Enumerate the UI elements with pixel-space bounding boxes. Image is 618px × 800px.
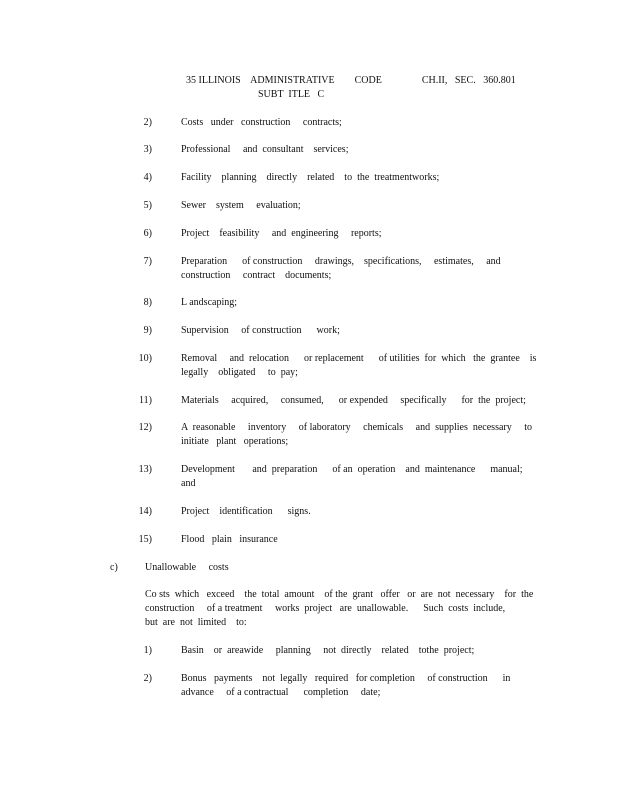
list-item-text: Removal and relocation or replacement of utilities for which the grantee is — [181, 353, 537, 364]
list-item-number: 11) — [139, 395, 152, 406]
list-item-number: 1) — [143, 645, 152, 656]
list-item-number: 7) — [143, 256, 152, 267]
list-item-number: 6) — [143, 228, 152, 239]
list-item-text: initiate plant operations; — [181, 436, 289, 447]
list-item-number: 4) — [143, 172, 152, 183]
section-c-label: c) — [110, 562, 118, 573]
list-item-text: Professional and consultant services; — [181, 144, 349, 155]
paragraph-line: but are not limited to: — [145, 617, 247, 628]
list-item-text: Project feasibility and engineering reports; — [181, 228, 382, 239]
page-header-subtitle: SUBT ITLE C — [258, 89, 325, 100]
list-item-number: 2) — [143, 117, 152, 128]
paragraph-line: Co sts which exceed the total amount of the grant offer or are not necessary for the — [145, 589, 534, 600]
list-item-text: Preparation of construction drawings, specifications, estimates, and — [181, 256, 501, 267]
list-item-number: 5) — [143, 200, 152, 211]
list-item-text: advance of a contractual completion date; — [181, 687, 381, 698]
list-item-number: 9) — [143, 325, 152, 336]
list-item-number: 2) — [143, 673, 152, 684]
list-item-number: 15) — [138, 534, 152, 545]
list-item-number: 14) — [138, 506, 152, 517]
list-item-text: A reasonable inventory of laboratory chemicals and supplies necessary to — [181, 422, 533, 433]
paragraph-line: construction of a treatment works project are unallowable. Such costs include, — [145, 603, 506, 614]
list-item-text: Supervision of construction work; — [181, 325, 340, 336]
list-item-number: 13) — [138, 464, 152, 475]
list-item-text: Flood plain insurance — [181, 534, 278, 545]
page-header-title: 35 ILLINOIS ADMINISTRATIVE CODE CH.II, SEC. 360.801 — [186, 75, 516, 86]
list-item-text: Sewer system evaluation; — [181, 200, 301, 211]
list-item-text: Bonus payments not legally required for completion of construction in — [181, 673, 511, 684]
list-item-number: 12) — [138, 422, 152, 433]
list-item-text: Project identification signs. — [181, 506, 311, 517]
list-item-text: legally obligated to pay; — [181, 367, 298, 378]
section-c-title: Unallowable costs — [145, 562, 229, 573]
list-item-text: Costs under construction contracts; — [181, 117, 342, 128]
list-item-number: 3) — [143, 144, 152, 155]
list-item-number: 8) — [143, 297, 152, 308]
list-item-text: Basin or areawide planning not directly related tothe project; — [181, 645, 475, 656]
list-item-number: 10) — [138, 353, 152, 364]
list-item-text: Materials acquired, consumed, or expended specifically for the project; — [181, 395, 526, 406]
list-item-text: Development and preparation of an operation and maintenance manual; — [181, 464, 523, 475]
list-item-text: Facility planning directly related to the treatmentworks; — [181, 172, 440, 183]
list-item-text: construction contract documents; — [181, 270, 332, 281]
list-item-text: L andscaping; — [181, 297, 238, 308]
list-item-text: and — [181, 478, 196, 489]
